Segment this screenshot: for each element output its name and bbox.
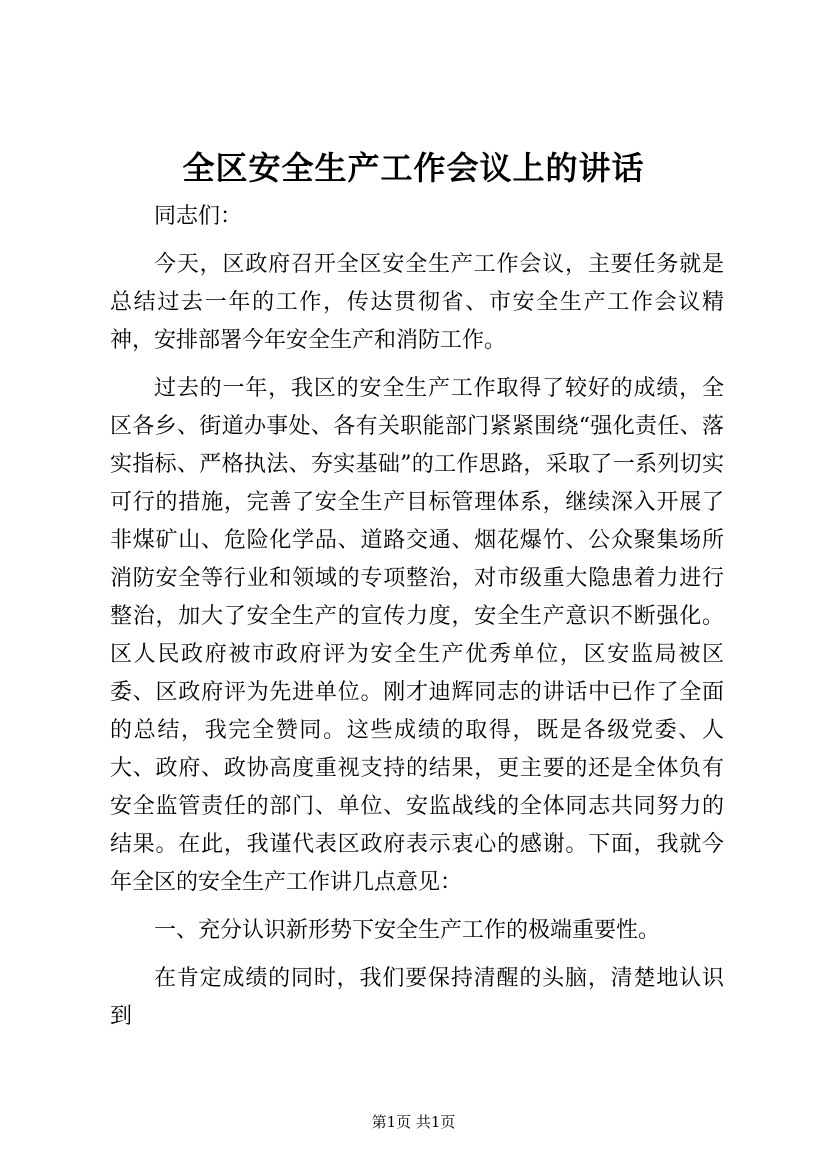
paragraph-intro: 今天，区政府召开全区安全生产工作会议，主要任务就是总结过去一年的工作，传达贯彻省、市安全生产工作会议精神，安排部署今年安全生产和消防工作。 <box>110 252 724 353</box>
section-heading-1: 一、充分认识新形势下安全生产工作的极端重要性。 <box>154 918 661 943</box>
document-title: 全区安全生产工作会议上的讲话 <box>182 149 645 187</box>
salutation: 同志们： <box>154 204 243 229</box>
paragraph-continuation: 在肯定成绩的同时，我们要保持清醒的头脑，清楚地认识到 <box>110 966 724 1029</box>
paragraph-achievements: 过去的一年，我区的安全生产工作取得了较好的成绩，全区各乡、街道办事处、各有关职能部门紧紧围绕“强化责任、落实指标、严格执法、夯实基础”的工作思路，采取了一系列切实可行的措施，完善了安全生产目标管理体系，继续深入开展了非煤矿山、危险化学品、道路交通、烟花爆竹、公众聚集场所消防安全等行业和领域的专项整治，对市级重大隐患着力进行整治，加大了安全生产的宣传力度，安全生产意识不断强化。区人民政府被市政府评为安全生产优秀单位，区安监局被区委、区政府评为先进单位。刚才迪辉同志的讲话中已作了全面的总结，我完全赞同。这些成绩的取得，既是各级党委、人大、政府、政协高度重视支持的结果，更主要的还是全体负有安全监管责任的部门、单位、安监战线的全体同志共同努力的结果。在此，我谨代表区政府表示衷心的感谢。下面，我就今年全区的安全生产工作讲几点意见： <box>110 376 724 895</box>
document-body <box>110 198 724 1046</box>
page-footer: 第1页 共1页 <box>371 1113 456 1131</box>
